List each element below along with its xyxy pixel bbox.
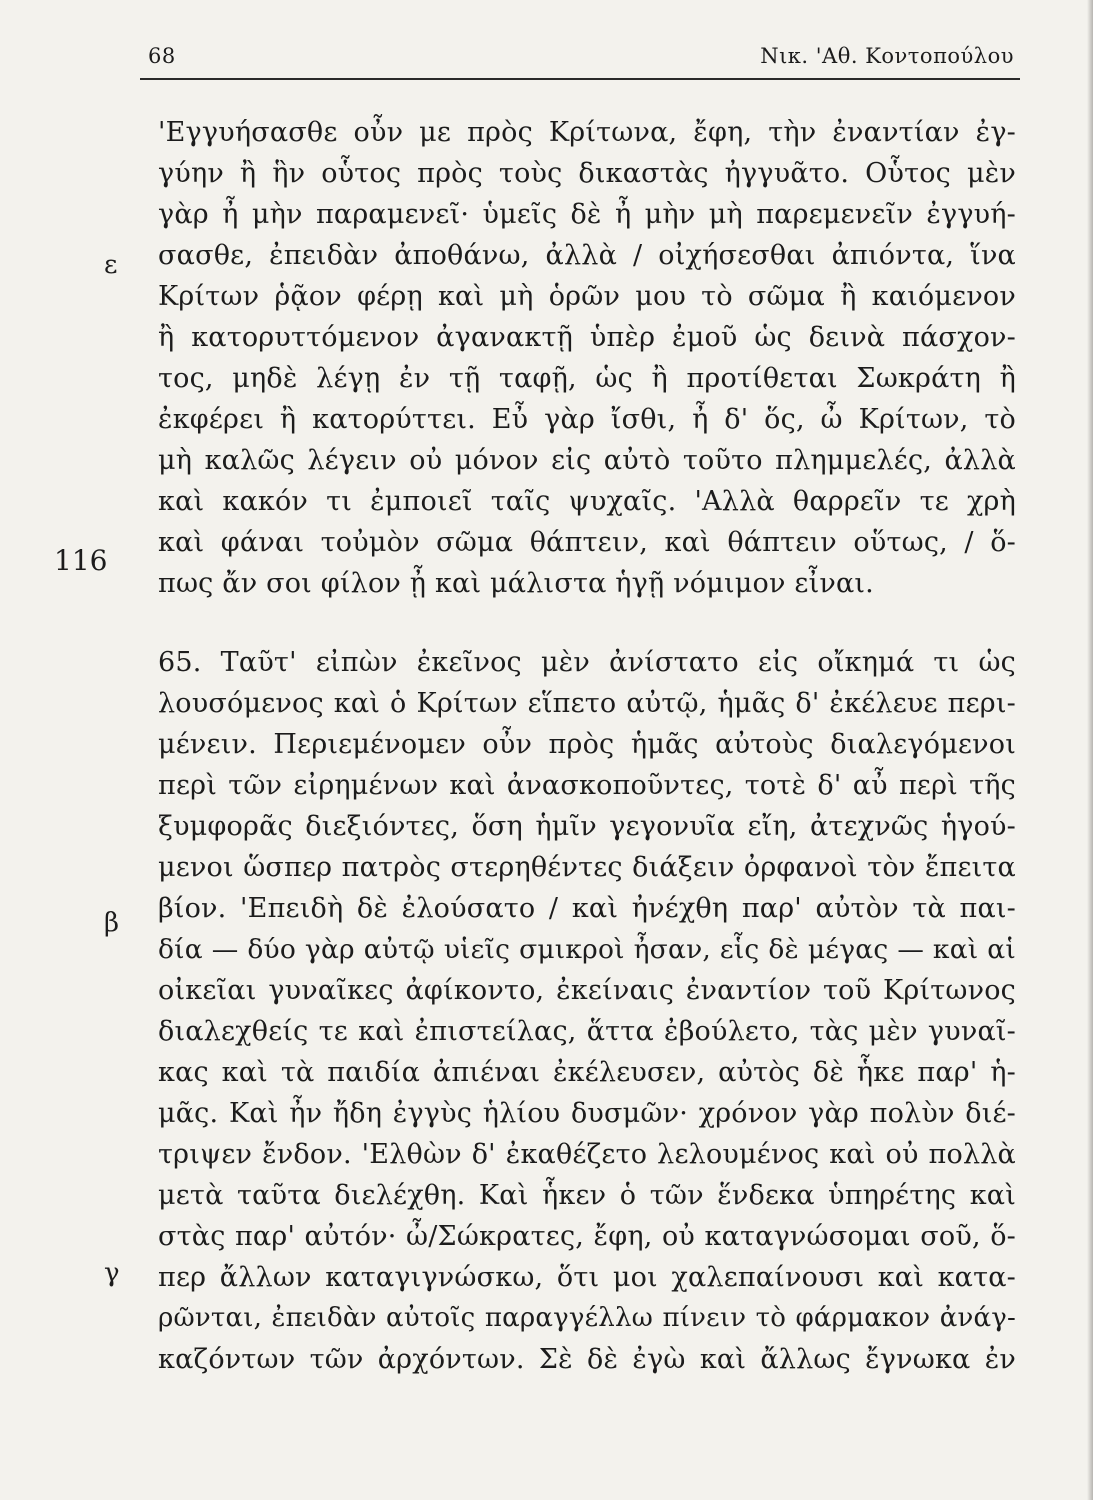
text-line: γὰρ ἦ μὴν παραμενεῖ· ὑμεῖς δὲ ἦ μὴν μὴ παρεμενεῖν ἐγγυή-: [158, 199, 1016, 230]
text-line: μετὰ ταῦτα διελέχθη. Καὶ ἧκεν ὁ τῶν ἕνδεκα ὑπηρέτης καὶ: [158, 1180, 1016, 1211]
text-line: δία — δύο γὰρ αὐτῷ υἱεῖς σμικροὶ ἦσαν, εἷς δὲ μέγας — καὶ αἱ: [158, 934, 1016, 965]
text-line: καὶ φάναι τοὐμὸν σῶμα θάπτειν, καὶ θάπτειν οὕτως, / ὅ-: [158, 527, 1016, 558]
text-line: στὰς παρ' αὐτόν· ὦ/Σώκρατες, ἔφη, οὐ καταγνώσομαι σοῦ, ὅ-: [158, 1221, 1016, 1252]
body-text: [158, 112, 1016, 1380]
paragraph-1: [158, 112, 1016, 604]
text-line: γύην ἢ ἣν οὗτος πρὸς τοὺς δικαστὰς ἠγγυᾶτο. Οὗτος μὲν: [158, 158, 1016, 189]
text-line: καζόντων τῶν ἀρχόντων. Σὲ δὲ ἐγὼ καὶ ἄλλως ἔγνωκα ἐν: [158, 1344, 1016, 1375]
text-line: πως ἄν σοι φίλον ᾖ καὶ μάλιστα ἡγῇ νόμιμον εἶναι.: [158, 568, 874, 599]
header-rule: [140, 78, 1020, 80]
text-line: τος, μηδὲ λέγῃ ἐν τῇ ταφῇ, ὡς ἢ προτίθεται Σωκράτη ἢ: [158, 363, 1016, 394]
margin-marker-gamma: γ: [104, 1258, 120, 1288]
text-line: περὶ τῶν εἰρημένων καὶ ἀνασκοποῦντες, τοτὲ δ' αὖ περὶ τῆς: [158, 770, 1016, 801]
text-line: περ ἄλλων καταγιγνώσκω, ὅτι μοι χαλεπαίνουσι καὶ κατα-: [158, 1262, 1016, 1293]
text-line: τριψεν ἔνδον. 'Ελθὼν δ' ἐκαθέζετο λελουμένος καὶ οὐ πολλὰ: [158, 1139, 1016, 1170]
page-edge-shadow: [1087, 0, 1093, 1500]
text-line: μὴ καλῶς λέγειν οὐ μόνον εἰς αὐτὸ τοῦτο πλημμελές, ἀλλὰ: [158, 445, 1016, 476]
page-number: 68: [148, 44, 176, 68]
text-line: οἰκεῖαι γυναῖκες ἀφίκοντο, ἐκείναις ἐναντίον τοῦ Κρίτωνος: [158, 975, 1016, 1006]
text-line: μένειν. Περιεμένομεν οὖν πρὸς ἡμᾶς αὐτοὺς διαλεγόμενοι: [158, 729, 1016, 760]
text-line: λουσόμενος καὶ ὁ Κρίτων εἵπετο αὐτῷ, ἡμᾶς δ' ἐκέλευε περι-: [158, 688, 1016, 719]
running-head: Νικ. 'Αθ. Κοντοπούλου: [760, 44, 1014, 68]
paragraph-gap: [158, 604, 1016, 642]
margin-marker-epsilon: ε: [104, 250, 118, 280]
text-line: μᾶς. Καὶ ἦν ἤδη ἐγγὺς ἡλίου δυσμῶν· χρόνον γὰρ πολὺν διέ-: [158, 1098, 1016, 1129]
text-line: μενοι ὥσπερ πατρὸς στερηθέντες διάξειν ὀρφανοὶ τὸν ἔπειτα: [158, 852, 1016, 883]
text-line: Κρίτων ῥᾷον φέρῃ καὶ μὴ ὁρῶν μου τὸ σῶμα ἢ καιόμενον: [158, 281, 1016, 312]
text-line: 'Εγγυήσασθε οὖν με πρὸς Κρίτωνα, ἔφη, τὴν ἐναντίαν ἐγ-: [158, 117, 1016, 148]
margin-marker-beta: β: [104, 908, 120, 938]
page-header: [148, 44, 1014, 76]
text-line: ἢ κατορυττόμενον ἀγανακτῇ ὑπὲρ ἐμοῦ ὡς δεινὰ πάσχον-: [158, 322, 1016, 353]
text-line: ἐκφέρει ἢ κατορύττει. Εὖ γὰρ ἴσθι, ἦ δ' ὅς, ὦ Κρίτων, τὸ: [158, 404, 1016, 435]
paragraph-2: [158, 642, 1016, 1380]
text-line: ρῶνται, ἐπειδὰν αὐτοῖς παραγγέλλω πίνειν τὸ φάρμακον ἀνάγ-: [158, 1303, 1016, 1333]
text-line: ξυμφορᾶς διεξιόντες, ὅση ἡμῖν γεγονυῖα εἴη, ἀτεχνῶς ἡγού-: [158, 811, 1016, 842]
text-line: σασθε, ἐπειδὰν ἀποθάνω, ἀλλὰ / οἰχήσεσθαι ἀπιόντα, ἵνα: [158, 240, 1016, 271]
text-line: διαλεχθείς τε καὶ ἐπιστείλας, ἅττα ἐβούλετο, τὰς μὲν γυναῖ-: [158, 1016, 1016, 1047]
text-line: 65. Ταῦτ' εἰπὼν ἐκεῖνος μὲν ἀνίστατο εἰς οἴκημά τι ὡς: [158, 647, 1016, 678]
margin-marker-116: 116: [54, 544, 108, 577]
text-line: βίον. 'Επειδὴ δὲ ἐλούσατο / καὶ ἠνέχθη παρ' αὐτὸν τὰ παι-: [158, 893, 1016, 924]
text-line: καὶ κακόν τι ἐμποιεῖ ταῖς ψυχαῖς. 'Αλλὰ θαρρεῖν τε χρὴ: [158, 486, 1016, 517]
text-line: κας καὶ τὰ παιδία ἀπιέναι ἐκέλευσεν, αὐτὸς δὲ ἧκε παρ' ἡ-: [158, 1057, 1016, 1088]
